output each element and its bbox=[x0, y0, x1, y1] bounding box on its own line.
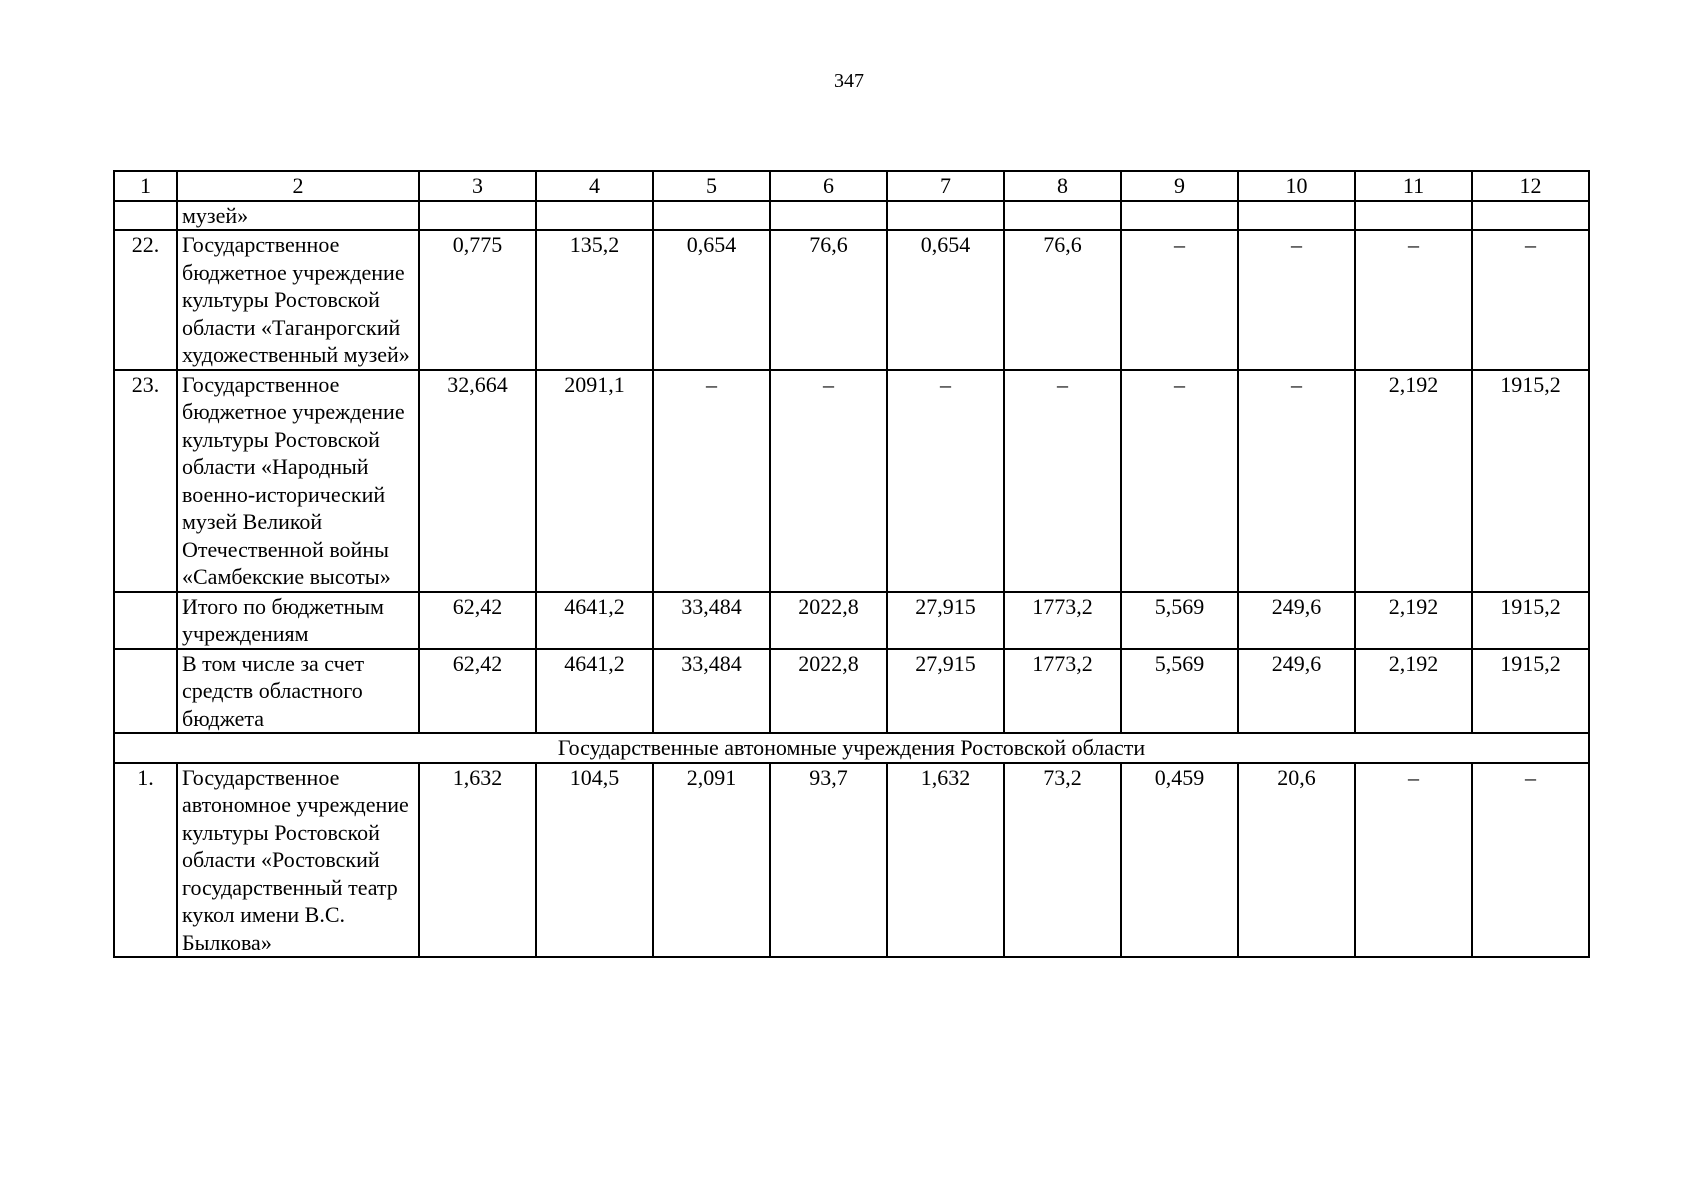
value-cell: 1915,2 bbox=[1472, 592, 1589, 649]
value-cell bbox=[770, 201, 887, 231]
value-cell bbox=[1121, 201, 1238, 231]
column-number: 10 bbox=[1238, 171, 1355, 201]
column-number: 1 bbox=[114, 171, 177, 201]
table-row bbox=[114, 763, 1589, 958]
value-cell: 5,569 bbox=[1121, 649, 1238, 734]
value-cell: 73,2 bbox=[1004, 763, 1121, 958]
value-cell: 33,484 bbox=[653, 592, 770, 649]
value-cell: 2,192 bbox=[1355, 370, 1472, 592]
row-number: 23. bbox=[114, 370, 177, 592]
value-cell bbox=[1004, 201, 1121, 231]
value-cell: 4641,2 bbox=[536, 592, 653, 649]
institution-name: музей» bbox=[177, 201, 419, 231]
value-cell: 2091,1 bbox=[536, 370, 653, 592]
value-cell: 93,7 bbox=[770, 763, 887, 958]
value-cell: 0,654 bbox=[653, 230, 770, 370]
institution-name: Государственное бюджетное учреждение культуры Ростовской области «Таганрогский художественный музей» bbox=[177, 230, 419, 370]
value-cell: – bbox=[1355, 763, 1472, 958]
row-number: 1. bbox=[114, 763, 177, 958]
value-cell: 1,632 bbox=[419, 763, 536, 958]
row-number bbox=[114, 649, 177, 734]
value-cell: 32,664 bbox=[419, 370, 536, 592]
value-cell: 5,569 bbox=[1121, 592, 1238, 649]
institution-name: Государственное автономное учреждение культуры Ростовской области «Ростовский государственный театр кукол имени В.С. Былкова» bbox=[177, 763, 419, 958]
column-number: 7 bbox=[887, 171, 1004, 201]
value-cell: 27,915 bbox=[887, 649, 1004, 734]
value-cell: 62,42 bbox=[419, 592, 536, 649]
value-cell: 2022,8 bbox=[770, 592, 887, 649]
column-number: 9 bbox=[1121, 171, 1238, 201]
column-number: 3 bbox=[419, 171, 536, 201]
column-number: 6 bbox=[770, 171, 887, 201]
value-cell: 0,459 bbox=[1121, 763, 1238, 958]
data-table bbox=[113, 170, 1590, 958]
value-cell: 33,484 bbox=[653, 649, 770, 734]
value-cell: 1,632 bbox=[887, 763, 1004, 958]
value-cell bbox=[653, 201, 770, 231]
value-cell bbox=[1472, 201, 1589, 231]
value-cell: 27,915 bbox=[887, 592, 1004, 649]
value-cell: 2,192 bbox=[1355, 649, 1472, 734]
value-cell: 249,6 bbox=[1238, 649, 1355, 734]
row-number bbox=[114, 592, 177, 649]
section-title: Государственные автономные учреждения Ростовской области bbox=[114, 733, 1589, 763]
table-row bbox=[114, 592, 1589, 649]
value-cell: – bbox=[1472, 763, 1589, 958]
table-row bbox=[114, 370, 1589, 592]
value-cell bbox=[1355, 201, 1472, 231]
value-cell: 20,6 bbox=[1238, 763, 1355, 958]
value-cell: 62,42 bbox=[419, 649, 536, 734]
value-cell: 2,091 bbox=[653, 763, 770, 958]
value-cell: 1915,2 bbox=[1472, 649, 1589, 734]
column-number: 5 bbox=[653, 171, 770, 201]
row-number: 22. bbox=[114, 230, 177, 370]
institution-name: В том числе за счет средств областного бюджета bbox=[177, 649, 419, 734]
value-cell: 0,654 bbox=[887, 230, 1004, 370]
value-cell: – bbox=[1472, 230, 1589, 370]
value-cell bbox=[1238, 201, 1355, 231]
value-cell: – bbox=[770, 370, 887, 592]
value-cell: 2,192 bbox=[1355, 592, 1472, 649]
value-cell: – bbox=[1238, 370, 1355, 592]
value-cell: 1773,2 bbox=[1004, 649, 1121, 734]
value-cell: 4641,2 bbox=[536, 649, 653, 734]
institution-name: Итого по бюджетным учреждениям bbox=[177, 592, 419, 649]
value-cell: 1915,2 bbox=[1472, 370, 1589, 592]
table-header-row bbox=[114, 171, 1589, 201]
value-cell bbox=[887, 201, 1004, 231]
section-row bbox=[114, 733, 1589, 763]
table-row bbox=[114, 649, 1589, 734]
row-number bbox=[114, 201, 177, 231]
value-cell: 2022,8 bbox=[770, 649, 887, 734]
value-cell: – bbox=[1238, 230, 1355, 370]
value-cell: – bbox=[1355, 230, 1472, 370]
value-cell: 0,775 bbox=[419, 230, 536, 370]
value-cell: – bbox=[653, 370, 770, 592]
institution-name: Государственное бюджетное учреждение культуры Ростовской области «Народный военно-исторический музей Великой Отечественной войны «Самбекские высоты» bbox=[177, 370, 419, 592]
value-cell: 249,6 bbox=[1238, 592, 1355, 649]
column-number: 11 bbox=[1355, 171, 1472, 201]
page-number: 347 bbox=[834, 70, 864, 92]
value-cell: 1773,2 bbox=[1004, 592, 1121, 649]
value-cell: 135,2 bbox=[536, 230, 653, 370]
value-cell: 76,6 bbox=[770, 230, 887, 370]
column-number: 12 bbox=[1472, 171, 1589, 201]
column-number: 2 bbox=[177, 171, 419, 201]
column-number: 8 bbox=[1004, 171, 1121, 201]
value-cell: – bbox=[887, 370, 1004, 592]
column-number: 4 bbox=[536, 171, 653, 201]
table-row bbox=[114, 230, 1589, 370]
value-cell: 76,6 bbox=[1004, 230, 1121, 370]
value-cell: – bbox=[1121, 230, 1238, 370]
value-cell: – bbox=[1121, 370, 1238, 592]
value-cell: 104,5 bbox=[536, 763, 653, 958]
value-cell bbox=[419, 201, 536, 231]
table-row bbox=[114, 201, 1589, 231]
value-cell bbox=[536, 201, 653, 231]
value-cell: – bbox=[1004, 370, 1121, 592]
